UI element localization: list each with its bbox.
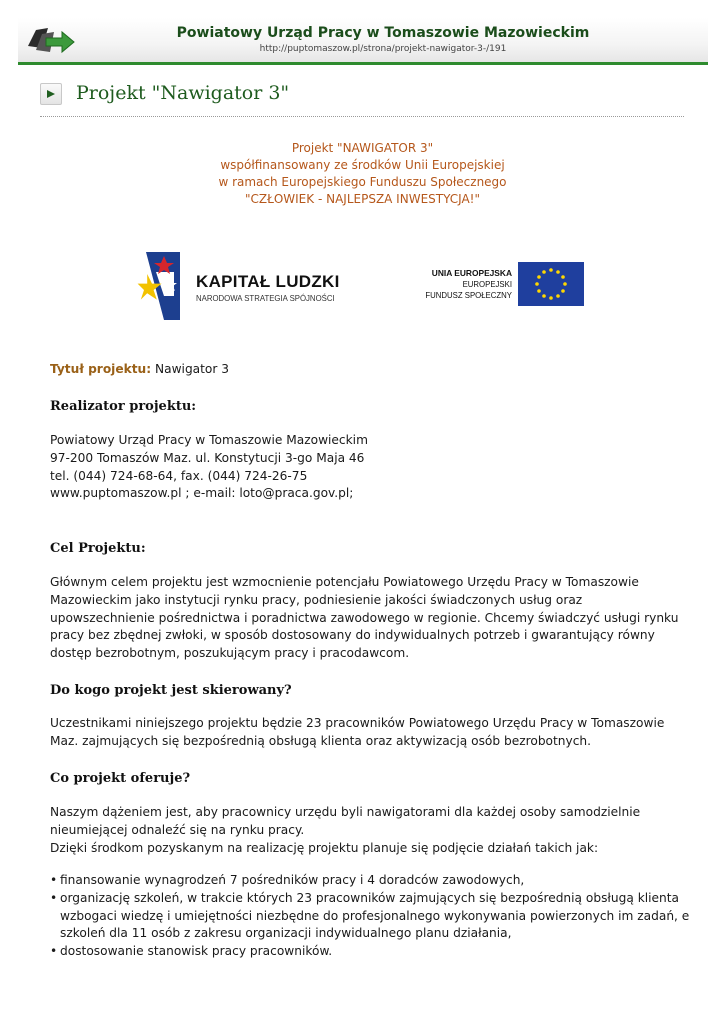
realizator-address (50, 432, 690, 503)
address-line: Powiatowy Urząd Pracy w Tomaszowie Mazowieckim (50, 433, 368, 447)
target-text: Uczestnikami niniejszego projektu będzie 23 pracowników Powiatowego Urzędu Pracy w Tomaszowie Maz. zajmujących się bezpośrednią obsługą klienta oraz aktywizacją osób bezrobotnych. (50, 716, 665, 748)
intro-line: w ramach Europejskiego Funduszu Społecznego (218, 175, 507, 189)
kapital-ludzki-logo (134, 250, 354, 322)
offer-line: Naszym dążeniem jest, aby pracownicy urzędu byli nawigatorami dla każdej osoby samodzielnie (50, 805, 641, 819)
kapital-ludzki-title: KAPITAŁ LUDZKI (196, 272, 340, 291)
list-item: • organizację szkoleń, w trakcie których 23 pracowników zajmujących się bezpośrednią obsługą klienta wzbogaci wiedzę i umiejętności niezbędne do profesjonalnego wykonywania powierzonych im zadań, e szkoleń dla 11 osób z zakresu organizacji indywidualnego planu działania, (50, 890, 700, 943)
eu-logo-line1: UNIA EUROPEJSKA (431, 268, 512, 278)
kapital-ludzki-subtitle: NARODOWA STRATEGIA SPÓJNOŚCI (196, 294, 335, 303)
play-arrow-icon (46, 89, 56, 99)
intro-line: Projekt "NAWIGATOR 3" (291, 141, 434, 155)
address-line: tel. (044) 724-68-64, fax. (044) 724-26-75 (50, 468, 308, 483)
title-arrow-button[interactable] (40, 83, 62, 105)
list-item: • finansowanie wynagrodzeń 7 pośredników pracy i 4 doradców zawodowych, (50, 872, 700, 890)
offer-heading: Co projekt oferuje? (50, 771, 191, 786)
target-heading: Do kogo projekt jest skierowany? (50, 683, 292, 698)
eu-logo (418, 260, 588, 308)
page-title-row (40, 82, 684, 117)
project-title-line (50, 361, 690, 379)
list-item: • dostosowanie stanowisk pracy pracowników. (50, 943, 700, 961)
eu-logo-line3: FUNDUSZ SPOŁECZNY (425, 291, 512, 300)
project-title-value: Nawigator 3 (155, 362, 230, 376)
offer-text (50, 804, 710, 857)
site-url: http://puptomaszow.pl/strona/projekt-nawigator-3-/191 (259, 44, 507, 54)
eu-flag-icon (518, 262, 584, 306)
site-header (18, 18, 708, 65)
realizator-heading: Realizator projektu: (50, 399, 197, 414)
address-line: 97-200 Tomaszów Maz. ul. Konstytucji 3-go Maja 46 (50, 450, 365, 465)
eu-logo-line2: EUROPEJSKI (462, 280, 512, 289)
page-title: Projekt "Nawigator 3" (76, 82, 290, 104)
project-intro (0, 140, 725, 208)
offer-list (50, 872, 700, 961)
intro-line: "CZŁOWIEK - NAJLEPSZA INWESTYCJA!" (244, 192, 481, 206)
kapital-ludzki-emblem-icon (134, 250, 182, 322)
cel-heading: Cel Projektu: (50, 541, 146, 556)
site-title[interactable]: Powiatowy Urząd Pracy w Tomaszowie Mazowieckim (176, 25, 590, 41)
offer-line: Dzięki środkom pozyskanym na realizację projektu planuje się podjęcie działań takich jak: (50, 840, 599, 855)
address-line: www.puptomaszow.pl ; e-mail: loto@praca.gov.pl; (50, 486, 354, 501)
offer-line: nieumiejącej odnaleźć się na rynku pracy. (50, 822, 305, 837)
intro-line: współfinansowany ze środków Unii Europejskiej (220, 158, 505, 172)
project-title-label: Tytuł projektu: (50, 362, 152, 376)
cel-text: Głównym celem projektu jest wzmocnienie potencjału Powiatowego Urzędu Pracy w Tomaszowie Mazowieckim jako instytucji rynku pracy, podniesienie jakości świadczonych usług oraz upowszechnienie pośrednictwa i poradnictwa zawodowego w regionie. Chcemy świadczyć usługi rynku pracy bez zbędnej zwłoki, w sposób dostosowany do indywidualnych potrzeb i gwarantujący równy dostęp bezrobotnym, poszukującym pracy i pracodawcom. (50, 575, 679, 661)
